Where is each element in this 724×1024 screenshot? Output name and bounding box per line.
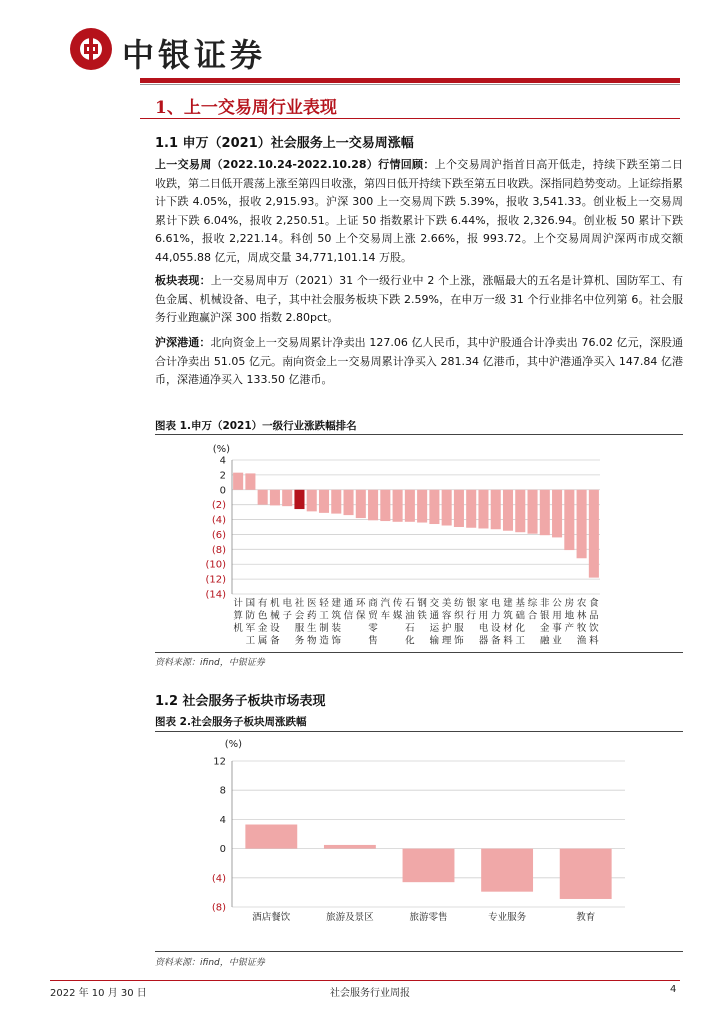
y-tick-label: (6) [211,529,226,541]
bar-轻工制造 [319,490,329,513]
x-tick-label: 汽车 [380,598,391,622]
bar-基础化工 [515,490,525,532]
y-axis-unit: (%) [212,444,230,455]
x-tick-label: 非银金融 [540,598,550,647]
paragraph-connect [155,334,683,390]
bar-食品饮料 [589,490,599,578]
figure-1-title: 图表 1.申万（2021）一级行业涨跌幅排名 [155,420,357,432]
footer-rule [50,980,680,981]
bar-房地产 [564,490,574,550]
y-tick-label: 2 [219,470,226,482]
y-tick-label: (14) [205,589,226,601]
x-tick-label: 轻工制造 [319,598,329,647]
paragraph-sector [155,272,683,328]
bar-计算机 [233,473,243,490]
figure-1-bottom-rule [155,652,683,653]
y-tick-label: 4 [219,814,226,826]
bar-传媒 [393,490,403,522]
x-tick-label: 环保 [356,598,366,622]
footer-report-name: 社会服务行业周报 [330,988,410,999]
x-tick-label: 电力设备 [490,598,501,647]
x-tick-label: 传媒 [392,598,403,622]
bar-综合 [528,490,538,534]
x-tick-label: 食品饮料 [589,598,599,647]
bar-建筑装饰 [331,490,341,514]
figure-2-source: 资料来源：ifind，中银证券 [155,958,265,968]
x-tick-label: 综合 [527,598,538,622]
x-tick-label: 机械设备 [270,598,280,647]
x-tick-label: 计算机 [233,598,243,634]
y-tick-label: 12 [213,756,226,768]
bar-汽车 [380,490,390,521]
x-tick-label: 旅游零售 [409,912,448,923]
subsection-title-1: 1.1 申万（2021）社会服务上一交易周涨幅 [155,136,414,151]
y-tick-label: 0 [219,485,226,497]
footer-page-number: 4 [670,984,677,995]
paragraph-label: 板块表现： [155,274,211,287]
figure-1-top-rule [155,434,683,435]
bar-酒店餐饮 [245,825,297,849]
bar-旅游及景区 [324,845,376,849]
bar-旅游零售 [403,849,455,883]
figure-2-bottom-rule [155,951,683,952]
x-tick-label: 商贸零售 [368,598,378,647]
brand-name: 中银证券 [122,36,267,74]
subsector-chart [155,733,683,950]
x-tick-label: 建筑装饰 [331,598,342,647]
y-axis-unit: (%) [224,739,242,750]
bar-机械设备 [270,490,280,506]
section-rule [140,118,680,119]
x-tick-label: 专业服务 [488,912,527,923]
x-tick-label: 美容护理 [441,598,452,647]
bar-美容护理 [442,490,452,526]
bar-环保 [356,490,366,518]
x-tick-label: 社会服务 [294,598,305,647]
bar-商贸零售 [368,490,378,521]
y-tick-label: 0 [219,844,226,856]
y-tick-label: 8 [219,785,226,797]
bar-家用电器 [478,490,488,529]
x-tick-label: 公用事业 [552,598,562,647]
subsection-title-2: 1.2 社会服务子板块市场表现 [155,694,326,709]
x-tick-label: 通信 [343,598,354,622]
bar-电子 [282,490,292,506]
bar-电力设备 [491,490,501,529]
x-tick-label: 钢铁 [417,598,427,622]
bar-纺织服饰 [454,490,464,527]
y-tick-label: (4) [211,515,226,527]
x-tick-label: 基础化工 [515,598,526,647]
bar-银行 [466,490,476,528]
x-tick-label: 有色金属 [257,598,268,647]
x-tick-label: 交通运输 [429,598,440,647]
y-tick-label: (4) [211,873,226,885]
y-tick-label: (10) [205,559,226,571]
paragraph-text: 北向资金上一交易周累计净卖出 127.06 亿人民币，其中沪股通合计净卖出 76.02 亿元，深股通合计净卖出 51.05 亿元。南向资金上一交易周累计净买入 281.34 亿港币，其中沪港通净买入 147.84 亿港币，深港通净买入 133.50 亿港币。 [155,336,683,386]
paragraph-label: 沪深港通： [155,336,211,349]
x-tick-label: 酒店餐饮 [252,912,291,923]
paragraph-weekly-review [155,156,683,267]
y-tick-label: (8) [211,544,226,556]
x-tick-label: 旅游及景区 [326,912,374,923]
y-tick-label: 4 [219,455,226,467]
bar-石油石化 [405,490,415,522]
figure-2-title: 图表 2.社会服务子板块周涨跌幅 [155,716,307,728]
paragraph-text: 上个交易周沪指首日高开低走，持续下跌至第二日收跌，第二日低开震荡上涨至第四日收涨，第四日低开持续下跌至第五日收跌。深指同趋势变动。上证综指累计下跌 4.05%，报收 2,915.93。沪深 300 上一交易周下跌 5.39%，报收 3,541.33。创业板上一交易周累计下跌 6.04%，报收 2,250.51。上证 50 指数累计下跌 6.44%，报收 2,326.94。创业板 50 累计下跌 6.61%，报收 2,221.14。科创 50 上个交易周上涨 2.66%，报 993.72。上个交易周周沪深两市成交额 44,055.88 亿元，周成交量 34,771,101.14 万股。 [155,158,684,264]
x-tick-label: 教育 [576,912,596,923]
bar-建筑材料 [503,490,513,531]
bar-钢铁 [417,490,427,523]
x-tick-label: 建筑材料 [503,598,513,647]
y-tick-label: (12) [205,574,226,586]
x-tick-label: 石油石化 [405,598,415,647]
brand-logo-bar [89,33,93,65]
bar-教育 [560,849,612,899]
x-tick-label: 农林牧渔 [576,598,587,647]
x-tick-label: 国防军工 [245,598,256,647]
bar-社会服务 [294,490,304,509]
x-tick-label: 房地产 [564,598,575,634]
y-tick-label: (2) [211,500,226,512]
bar-通信 [344,490,354,515]
figure-1-source: 资料来源：ifind，中银证券 [155,658,265,668]
x-tick-label: 家用电器 [478,598,489,647]
x-tick-label: 纺织服饰 [454,598,464,647]
y-tick-label: (8) [211,902,226,914]
bar-交通运输 [429,490,439,524]
bar-农林牧渔 [577,490,587,558]
x-tick-label: 电子 [282,598,292,622]
section-title: 1、上一交易周行业表现 [155,98,337,118]
bar-公用事业 [552,490,562,538]
bar-国防军工 [245,473,255,489]
paragraph-label: 上一交易周（2022.10.24-2022.10.28）行情回顾： [155,158,435,171]
header-rule-thin [140,84,680,85]
x-tick-label: 医药生物 [306,598,317,647]
bar-有色金属 [258,490,268,505]
footer-date: 2022 年 10 月 30 日 [50,988,147,999]
header-rule [140,78,680,83]
bar-专业服务 [481,849,533,892]
bar-非银金融 [540,490,550,535]
paragraph-text: 上一交易周申万（2021）31 个一级行业中 2 个上涨，涨幅最大的五名是计算机、国防军工、有色金属、机械设备、电子，其中社会服务板块下跌 2.59%，在申万一级 31 个行业排名中位列第 6。社会服务行业跑赢沪深 300 指数 2.80pct。 [155,274,684,324]
figure-2-top-rule [155,731,683,732]
bar-医药生物 [307,490,317,512]
x-tick-label: 银行 [466,598,476,622]
industry-ranking-chart [155,436,683,650]
